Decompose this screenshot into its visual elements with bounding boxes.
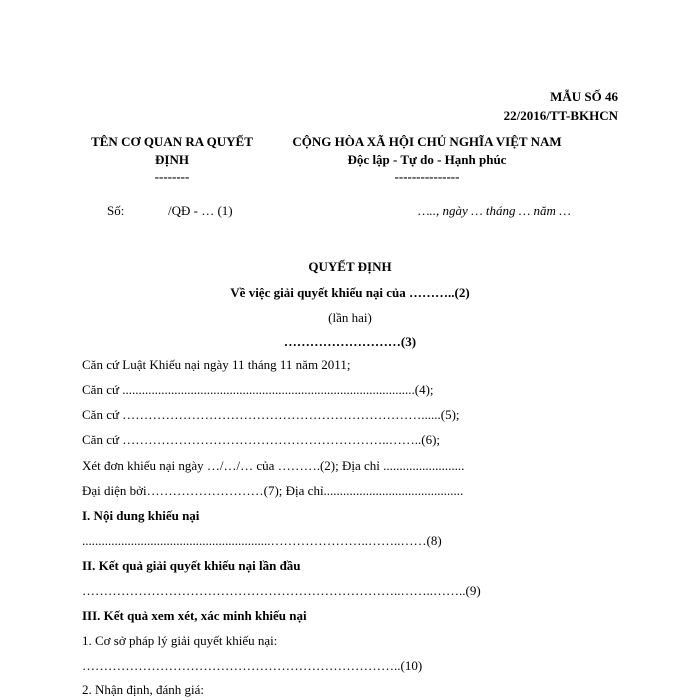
motto-divider: ---------------	[394, 169, 460, 184]
basis-line-4: Căn cứ ……………………………………………………..……..(6);	[82, 432, 441, 447]
agency-name-line1: TÊN CƠ QUAN RA QUYẾT	[91, 134, 253, 149]
issuing-authority: ………………………(3)	[283, 334, 417, 349]
assessment-item: 2. Nhận định, đánh giá:	[82, 682, 205, 697]
legal-basis-item: 1. Cơ sở pháp lý giải quyết khiếu nại:	[82, 633, 278, 648]
basis-line-2: Căn cứ ..........................................................................................(4);	[82, 382, 434, 397]
section-3-heading: III. Kết quả xem xét, xác minh khiếu nại	[82, 608, 307, 623]
basis-line-1: Căn cứ Luật Khiếu nại ngày 11 tháng 11 năm 2011;	[82, 357, 351, 372]
agency-divider: --------	[154, 169, 190, 184]
number-label: Số:	[107, 203, 125, 218]
representative-line: Đại diện bởi………………………(7); Địa chỉ...........................................	[82, 483, 464, 498]
complaint-review-line: Xét đơn khiếu nại ngày …/…/… của ……….(2); Địa chỉ .........................	[82, 458, 465, 473]
section-2-heading: II. Kết quả giải quyết khiếu nại lần đầu	[82, 558, 301, 573]
complaint-round: (lần hai)	[328, 310, 372, 325]
agency-name-line2: ĐỊNH	[155, 152, 189, 167]
place-date: ….., ngày … tháng … năm …	[418, 203, 571, 218]
decision-title: QUYẾT ĐỊNH	[308, 259, 392, 274]
decision-code: /QĐ - … (1)	[168, 203, 233, 218]
section-1-line: ..........................................................…………………..……..……(8)	[82, 533, 442, 548]
circular-number: 22/2016/TT-BKHCN	[503, 108, 618, 123]
section-1-heading: I. Nội dung khiếu nại	[82, 508, 200, 523]
form-number: MẪU SỐ 46	[550, 89, 618, 104]
national-motto: Độc lập - Tự do - Hạnh phúc	[347, 152, 507, 167]
country-name: CỘNG HÒA XÃ HỘI CHỦ NGHĨA VIỆT NAM	[292, 134, 562, 149]
decision-subject: Về việc giải quyết khiếu nại của ………..(2)	[230, 285, 470, 300]
section-2-line: ………………………………………………………………..……..……..(9)	[82, 583, 481, 598]
legal-basis-fill-line: ………………………………………………………………..(10)	[82, 658, 423, 673]
basis-line-3: Căn cứ ……………………………………………………………......(5);	[82, 407, 460, 422]
